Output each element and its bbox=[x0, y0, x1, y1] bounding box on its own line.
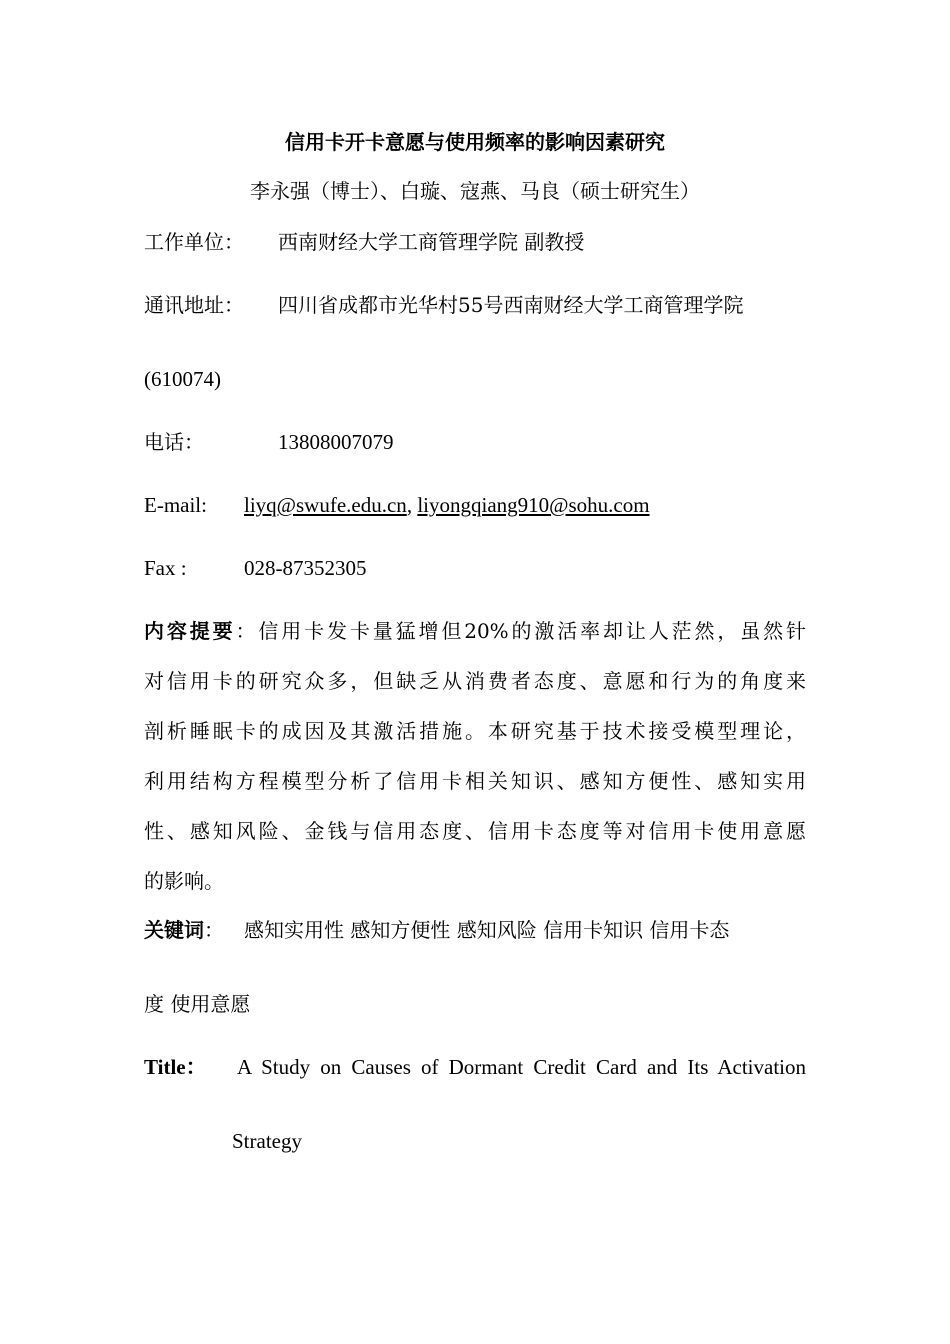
keywords-label: 关键词 bbox=[144, 918, 204, 942]
authors: 李永强（博士）、白璇、寇燕、马良（硕士研究生） bbox=[250, 179, 700, 203]
abstract-label: 内容提要 bbox=[144, 619, 236, 643]
keywords-line-1 bbox=[144, 916, 224, 944]
address-value: 四川省成都市光华村55号西南财经大学工商管理学院 bbox=[278, 293, 744, 317]
abstract-line-6: 的影响。 bbox=[144, 869, 224, 893]
abstract-line-4: 利用结构方程模型分析了信用卡相关知识、感知方便性、感知实用 bbox=[144, 769, 806, 793]
en-title-line-2: Strategy bbox=[232, 1129, 302, 1153]
email-label: E-mail: bbox=[144, 493, 207, 517]
work-unit-value: 西南财经大学工商管理学院 副教授 bbox=[278, 230, 585, 254]
abstract-line-2: 对信用卡的研究众多，但缺乏从消费者态度、意愿和行为的角度来 bbox=[144, 669, 806, 693]
abstract-text-1: 信用卡发卡量猛增但20%的激活率却让人茫然，虽然针 bbox=[258, 619, 807, 643]
keywords-colon: ： bbox=[204, 918, 224, 942]
email-link-2[interactable]: liyongqiang910@sohu.com bbox=[417, 493, 650, 517]
fax-label: Fax : bbox=[144, 556, 187, 580]
address-label: 通讯地址： bbox=[144, 293, 244, 317]
phone-value: 13808007079 bbox=[278, 430, 394, 454]
abstract-line-3: 剖析睡眠卡的成因及其激活措施。本研究基于技术接受模型理论， bbox=[144, 719, 806, 743]
abstract-line-5: 性、感知风险、金钱与信用态度、信用卡态度等对信用卡使用意愿 bbox=[144, 819, 806, 843]
email-values bbox=[244, 491, 650, 519]
address-postcode: (610074) bbox=[144, 367, 221, 391]
abstract bbox=[144, 606, 806, 906]
en-title-line-1: A Study on Causes of Dormant Credit Card and Its Activation bbox=[237, 1055, 806, 1079]
email-link-1[interactable]: liyq@swufe.edu.cn bbox=[244, 493, 407, 517]
fax-value: 028-87352305 bbox=[244, 556, 367, 580]
phone-label: 电话： bbox=[144, 430, 204, 454]
abstract-colon: ： bbox=[235, 619, 259, 643]
work-unit-label: 工作单位： bbox=[144, 230, 244, 254]
email-separator: , bbox=[406, 493, 413, 517]
paper-title: 信用卡开卡意愿与使用频率的影响因素研究 bbox=[285, 130, 665, 154]
keywords-text-1: 感知实用性 感知方便性 感知风险 信用卡知识 信用卡态 bbox=[244, 918, 730, 942]
abstract-line-1 bbox=[144, 606, 806, 656]
keywords-text-2: 度 使用意愿 bbox=[144, 992, 251, 1016]
en-title-label: Title： bbox=[144, 1055, 207, 1079]
